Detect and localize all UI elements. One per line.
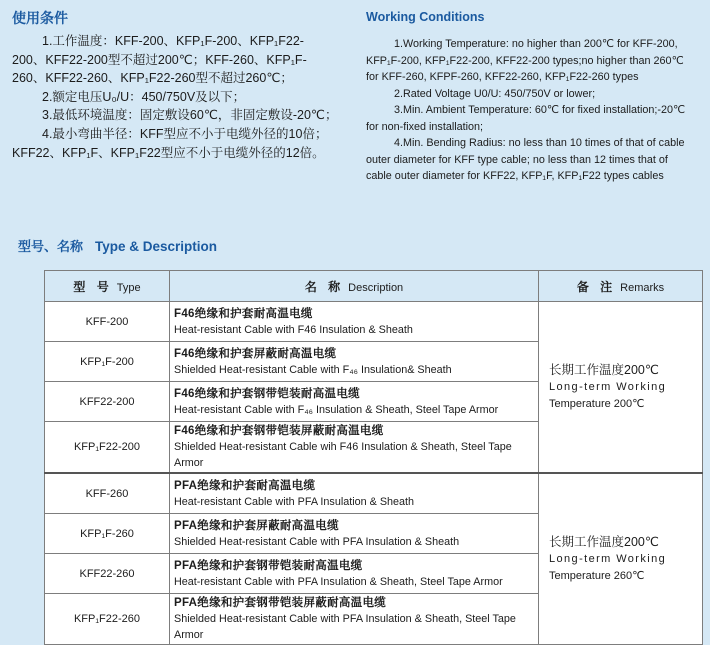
type-title-cn: 型号、名称 (18, 239, 84, 254)
type-cell: KFP₁F-200 (45, 342, 170, 382)
description-cell: PFA绝缘和护套钢带铠装屏蔽耐高温电缆 Shielded Heat-resistant Cable with PFA Insulation & Sheath, Steel Tape Armor (170, 594, 539, 645)
type-cell: KFF22-200 (45, 382, 170, 422)
description-cell: F46绝缘和护套钢带铠装屏蔽耐高温电缆 Shielded Heat-resistant Cable wih F46 Insulation & Sheath, Steel Tape Armor (170, 422, 539, 474)
type-description-table (44, 270, 703, 645)
conditions-cn-text (12, 32, 352, 162)
conditions-en-text (366, 36, 702, 185)
conditions-title-cn: 使用条件 (12, 10, 68, 26)
description-cell: PFA绝缘和护套屏蔽耐高温电缆 Shielded Heat-resistant Cable with PFA Insulation & Sheath (170, 514, 539, 554)
en-line: 2.Rated Voltage U0/U: 450/750V or lower; (394, 87, 596, 100)
cn-line: 3.最低环境温度：固定敷设60℃，非固定敷设-20℃； (42, 108, 338, 123)
type-cell: KFP₁F22-200 (45, 422, 170, 474)
description-cell: F46绝缘和护套屏蔽耐高温电缆 Shielded Heat-resistant Cable with F₄₆ Insulation& Sheath (170, 342, 539, 382)
table-header-row (45, 271, 703, 302)
cn-line: 4.最小弯曲半径：KFF型应不小于电缆外径的10倍； (42, 126, 328, 141)
header-description: 名 称 Description (170, 271, 539, 302)
remark-cell-260: 长期工作温度200℃ Long-term Working Temperature 260℃ (539, 473, 703, 645)
description-cell: PFA绝缘和护套钢带铠装耐高温电缆 Heat-resistant Cable with PFA Insulation & Sheath, Steel Tape Armor (170, 554, 539, 594)
en-line: outer diameter for KFF type cable; no less than 12 times that of (366, 153, 668, 166)
en-line: KFP₁F-200, KFP₁F22-200, KFF22-200 types;no higher than 260℃ (366, 54, 684, 67)
header-remarks: 备 注 Remarks (539, 271, 703, 302)
en-line: 4.Min. Bending Radius: no less than 10 times of that of cable (394, 137, 685, 149)
cn-line: 260、KFF22-260、KFP₁F22-260型不超过260℃； (12, 71, 293, 86)
remark-cell-200: 长期工作温度200℃ Long-term Working Temperature 200℃ (539, 302, 703, 474)
cn-line: 1.工作温度：KFF-200、KFP₁F-200、KFP₁F22- (42, 34, 304, 48)
en-line: 3.Min. Ambient Temperature: 60℃ for fixed installation;-20℃ (394, 104, 686, 116)
cn-line: KFF22、KFP₁F、KFP₁F22型应不小于电缆外径的12倍。 (12, 145, 325, 160)
table-row (45, 302, 703, 342)
en-line: cable outer diameter for KFF22, KFP₁F, KFP₁F22 types cables (366, 170, 664, 182)
header-type: 型 号 Type (45, 271, 170, 302)
type-cell: KFP₁F22-260 (45, 594, 170, 645)
cn-line: 200、KFF22-200型不超过200℃；KFF-260、KFP₁F- (12, 52, 307, 67)
en-line: for KFF-260, KFPF-260, KFF22-260, KFP₁F22-260 types (366, 71, 639, 83)
table-row (45, 473, 703, 514)
type-cell: KFF22-260 (45, 554, 170, 594)
description-cell: PFA绝缘和护套耐高温电缆 Heat-resistant Cable with PFA Insulation & Sheath (170, 473, 539, 514)
cn-line: 2.额定电压U₀/U：450/750V及以下； (42, 89, 246, 104)
en-line: 1.Working Temperature: no higher than 200℃ for KFF-200, (394, 38, 678, 50)
type-cell: KFP₁F-260 (45, 514, 170, 554)
type-cell: KFF-260 (45, 473, 170, 514)
type-description-title (18, 236, 217, 255)
type-cell: KFF-200 (45, 302, 170, 342)
conditions-title-en: Working Conditions (366, 10, 485, 24)
description-cell: F46绝缘和护套钢带铠装耐高温电缆 Heat-resistant Cable with F₄₆ Insulation & Sheath, Steel Tape Armor (170, 382, 539, 422)
description-cell: F46绝缘和护套耐高温电缆 Heat-resistant Cable with F46 Insulation & Sheath (170, 302, 539, 342)
type-title-en: Type & Description (95, 239, 218, 254)
en-line: for non-fixed installation; (366, 120, 484, 133)
